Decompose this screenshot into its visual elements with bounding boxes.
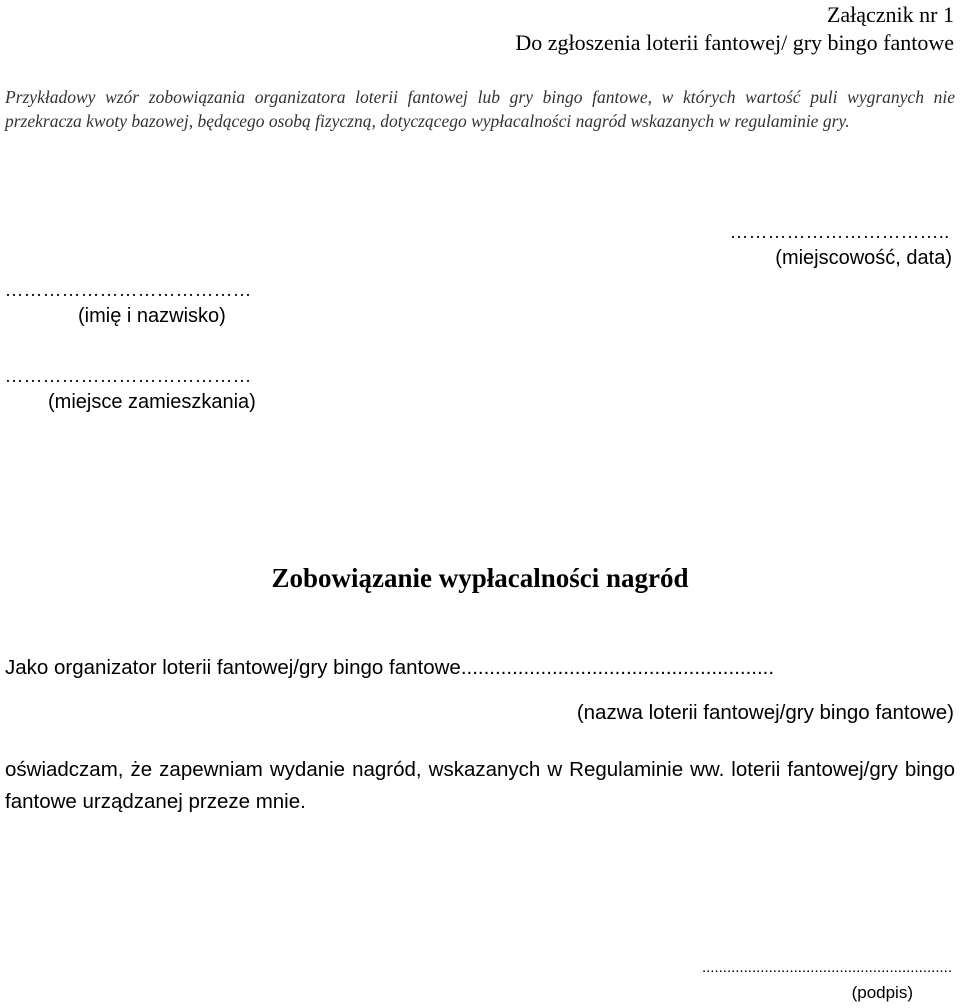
attachment-reference: Do zgłoszenia loterii fantowej/ gry bingo fantowe [515, 30, 954, 55]
place-date-dotted-line: …………………………….. [730, 222, 950, 242]
attachment-number: Załącznik nr 1 [826, 2, 954, 27]
declaration-paragraph: oświadczam, że zapewniam wydanie nagród, wskazanych w Regulaminie ww. loterii fantowej/gry bingo fantowe urządzanej przeze mnie. [5, 758, 955, 813]
lottery-name-label: (nazwa loterii fantowej/gry bingo fantowe) [576, 701, 954, 724]
document-title: Zobowiązanie wypłacalności nagród [271, 563, 689, 593]
intro-paragraph: Przykładowy wzór zobowiązania organizatora loterii fantowej lub gry bingo fantowe, w których wartość puli wygranych nie przekracza kwoty bazowej, będącego osobą fizyczną, dotyczącego wypłacalności nagród wskazanych w regulaminie gry. [5, 87, 955, 131]
residence-label: (miejsce zamieszkania) [48, 391, 256, 413]
name-label: (imię i nazwisko) [78, 305, 226, 327]
residence-dotted-line: ………………………………… [5, 366, 252, 386]
name-dotted-line: ………………………………… [5, 280, 252, 300]
signature-label: (podpis) [851, 983, 913, 1002]
signature-dotted-line: ............................................................ [701, 959, 952, 976]
organizer-line: Jako organizator loterii fantowej/gry bingo fantowe....................................................... [5, 656, 775, 679]
place-date-label: (miejscowość, data) [775, 247, 952, 269]
